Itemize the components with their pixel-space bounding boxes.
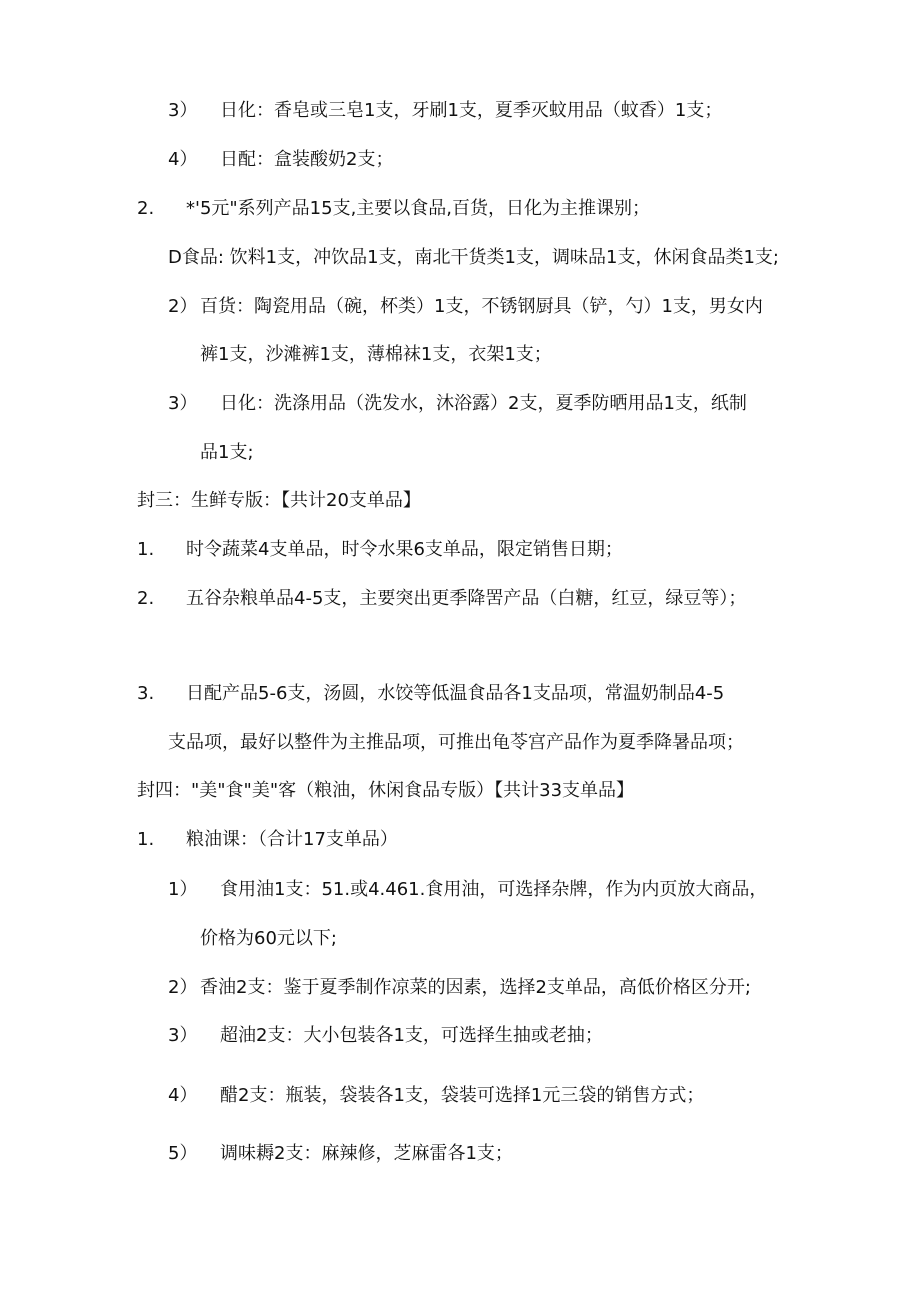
item-number: 1） (168, 879, 198, 900)
item-text: 封四："美"食"美"客（粮油，休闲食品专版）【共计33支单品】 (137, 780, 635, 801)
item-text: 醋2支：瓶装，袋装各1支，袋装可选择1元三袋的销售方式； (220, 1085, 705, 1106)
item-number: 3. (137, 683, 155, 704)
item-text: 日化：洗涤用品（洗发水，沐浴露）2支，夏季防晒用品1支，纸制 (220, 393, 747, 414)
item-number: 3） (168, 100, 198, 121)
item-number: 2） (168, 977, 198, 998)
item-text: 超油2支：大小包装各1支，可选择生抽或老抽； (220, 1025, 603, 1046)
item-text: 品1支; (200, 442, 254, 463)
item-number: 4） (168, 149, 198, 170)
item-text: 五谷杂粮单品4-5支，主要突出更季降罟产品（白糖，红豆，绿豆等）； (186, 588, 747, 609)
item-text: 百货：陶瓷用品（碗，杯类）1支，不锈钢厨具（铲，勺）1支，男女内 (200, 296, 763, 317)
item-number: 2. (137, 588, 155, 609)
item-text: 调味耨2支：麻辣修，芝麻雷各1支； (220, 1143, 513, 1164)
item-number: 3） (168, 1025, 198, 1046)
item-number: 1. (137, 829, 155, 850)
item-number: 3） (168, 393, 198, 414)
item-text: 支品项，最好以整件为主推品项，可推出龟苓宫产品作为夏季降暑品项； (168, 732, 744, 753)
item-number: 5） (168, 1143, 198, 1164)
item-text: 价格为60元以下; (200, 928, 337, 949)
item-text: 粮油课：（合计17支单品） (186, 829, 398, 850)
item-text: 食用油1支：51.或4.461.食用油，可选择杂牌，作为内页放大商品， (220, 879, 768, 900)
item-text: 时令蔬菜4支单品，时令水果6支单品，限定销售日期； (186, 539, 623, 560)
item-number: 4） (168, 1085, 198, 1106)
item-text: 裤1支，沙滩裤1支，薄棉袜1支，衣架1支； (200, 344, 552, 365)
item-number: 2） (168, 296, 198, 317)
item-text: 日化：香皂或三皂1支，牙刷1支，夏季灭蚊用品（蚊香）1支； (220, 100, 723, 121)
item-text: D食品: 饮料1支，冲饮品1支，南北干货类1支，调味品1支，休闲食品类1支; (168, 247, 779, 268)
item-number: 2. (137, 198, 155, 219)
item-text: 香油2支：鉴于夏季制作凉菜的因素，选择2支单品，高低价格区分开; (200, 977, 751, 998)
item-text: 日配：盒装酸奶2支； (220, 149, 394, 170)
item-number: 1. (137, 539, 155, 560)
item-text: 封三：生鲜专版：【共计20支单品】 (137, 490, 421, 511)
item-text: *'5元"系列产品15支,主要以食品,百货，日化为主推课别； (186, 198, 651, 219)
item-text: 日配产品5-6支，汤圆，水饺等低温食品各1支品项，常温奶制品4-5 (186, 683, 725, 704)
